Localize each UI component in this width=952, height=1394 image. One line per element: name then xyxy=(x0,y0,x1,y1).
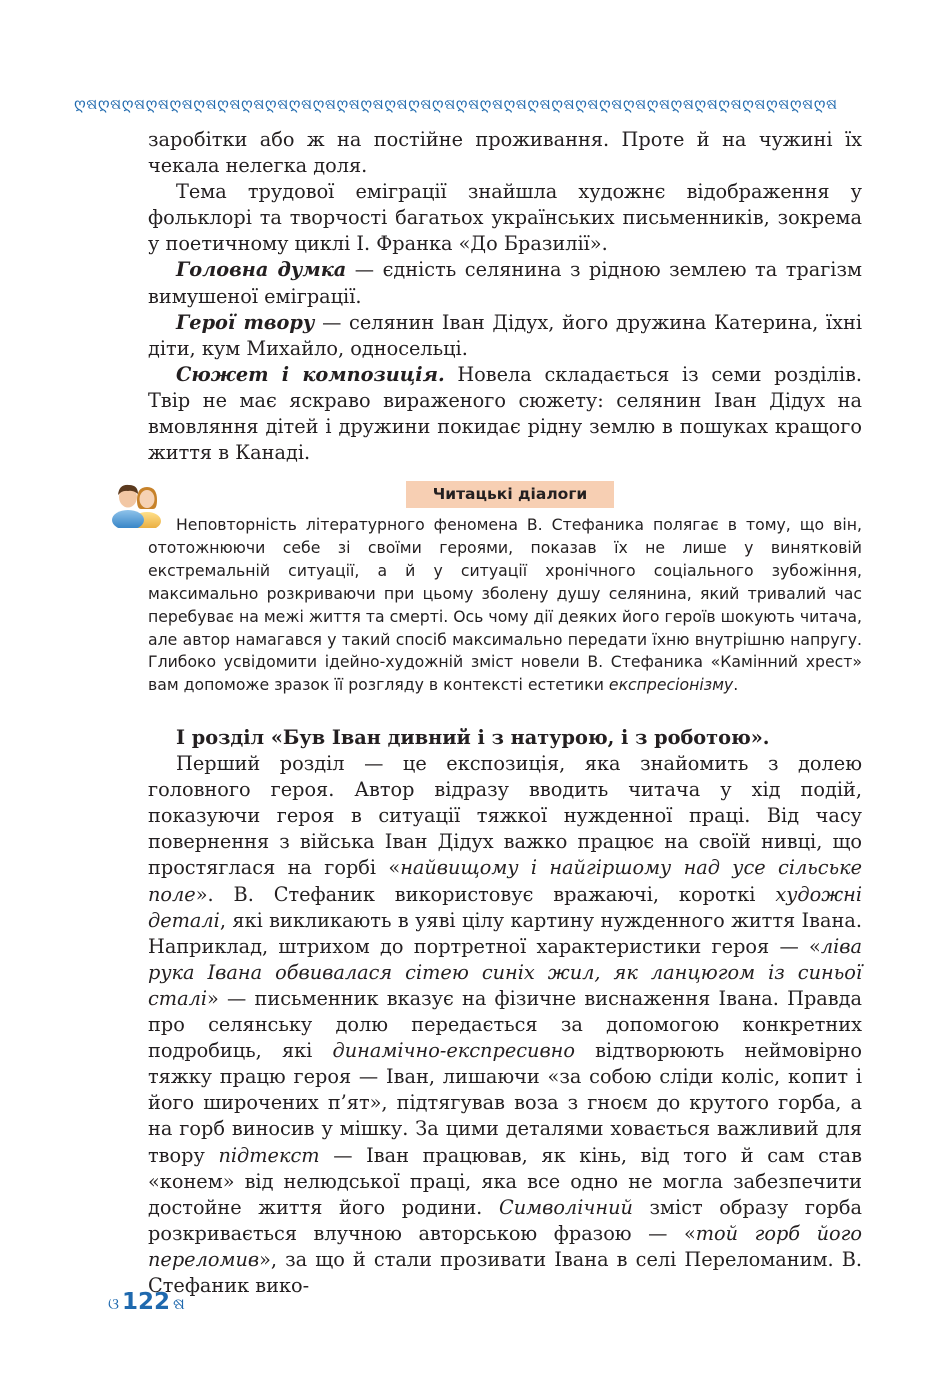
analysis-quote: ліва рука Івана обвивалася сітею синіх жил, як ланцюгом із синьої сталі xyxy=(148,934,862,1010)
paragraph-plot xyxy=(148,362,862,466)
decorative-ornament-border: ღଷღଷღଷღଷღଷღଷღଷღଷღଷღଷღଷღଷღଷღଷღଷღଷღଷღଷღଷღଷღଷღଷღଷღଷღଷღଷღଷღଷღଷღଷღଷღଷ xyxy=(74,95,838,113)
paragraph-emigration-theme: Тема трудової еміграції знайшла художнє відображення у фольклорі та творчості багатьох українських письменників, зокрема у поетичному циклі І. Франка «До Бразилії». xyxy=(148,180,862,256)
analysis-term: динамічно-експресивно xyxy=(332,1039,575,1063)
main-idea-text: — єдність селянина з рідною землею та трагізм вимушеної еміграції. xyxy=(148,258,862,308)
analysis-text: » — письменник вказує на фізичне виснаження Івана. Правда про селянську долю передається за допомогою конкретних подробиць, які xyxy=(148,986,862,1063)
heroes-text: — селянин Іван Дідух, його дружина Катерина, їхні діти, кум Михайло, односельці. xyxy=(148,310,862,360)
analysis-text: — Іван працював, як кінь, від того й сам став «конем» від нелюдської праці, яка все одно не могла забезпечити достойне життя його родини. xyxy=(148,1143,862,1219)
analysis-term: художні деталі xyxy=(148,882,862,932)
readers-dialog-text xyxy=(148,514,862,697)
chapter-heading: І розділ «Був Іван дивний і з натурою, і з роботою». xyxy=(176,726,770,749)
paragraph-continuation: заробітки або ж на постійне проживання. Проте й на чужині їх чекала нелегка доля. xyxy=(148,128,862,178)
plot-label: Сюжет і композиція. xyxy=(176,362,445,386)
analysis-term: підтекст xyxy=(218,1143,320,1167)
heroes-label: Герої твору xyxy=(176,310,315,334)
dialog-main-text: Неповторність літературного феномена В. Стефаника полягає в тому, що він, ототожнюючи себе зі своїми героями, показав їх не лише у винятковій екстремальній ситуації, а й у ситуації хронічного соціального зубожіння, максимально розкриваючи при цьому зболену душу селянина, який тривалий час перебуває на межі життя та смерті. Ось чому дії деяких його героїв шокують читача, але автор намагався у такий спосіб максимально передати їхню внутрішню напругу. Глибоко усвідомити ідейно-художній зміст новели В. Стефаника «Камінний хрест» вам допоможе зразок її розгляду в контексті естетики xyxy=(148,515,862,695)
analysis-quote: той горб його переломив xyxy=(148,1221,862,1271)
page-footer xyxy=(108,1287,185,1317)
dialog-paragraph xyxy=(148,514,862,697)
footer-right-ornament: ଷ xyxy=(173,1294,185,1313)
analysis-text: ». В. Стефаник використовує вражаючі, короткі xyxy=(195,882,776,906)
analysis-quote: найвищому і найгіршому над усе сільське поле xyxy=(148,856,862,906)
plot-text: Новела складається із семи розділів. Твір не має яскраво вираженого сюжету: селянин Іван Дідух на вмовляння дітей і дружини покидає рідну землю в пошуках кращого життя в Канаді. xyxy=(148,362,862,465)
analysis-text: зміст образу горба розкривається влучною авторською фразою — « xyxy=(148,1195,862,1245)
analysis-text: відтворюють неймовірно тяжку працю героя — Іван, лишаючи «за собою сліди коліс, копит і його широчених п’ят», підтягував воза з гноєм до крутого горба, а на горб виносив у мішку. За цими деталями ховається важливий для твору xyxy=(148,1039,863,1167)
main-idea-label: Головна думка xyxy=(176,258,347,282)
page-number: 122 xyxy=(122,1289,171,1315)
chapter-analysis-block xyxy=(148,725,862,1299)
paragraph-main-idea xyxy=(148,257,862,309)
analysis-term: Символічний xyxy=(498,1195,633,1219)
paragraph-heroes xyxy=(148,310,862,362)
analysis-text: », за що й стали прозивати Івана в селі Переломаним. В. Стефаник вико- xyxy=(148,1247,862,1297)
analysis-text: Перший розділ — це експозиція, яка знайомить з долею головного героя. Автор відразу вводить читача у хід подій, показуючи героя в ситуації тяжкої нужденної праці. Від часу повернення з війська Іван Дідух важко працює на своїй нивці, що простяглася на горбі « xyxy=(148,752,862,880)
analysis-text: , які викликають в уяві цілу картину нужденного життя Івана. Наприклад, штрихом до портретної характеристики героя — « xyxy=(148,908,862,958)
chapter-analysis-paragraph xyxy=(148,751,862,1299)
footer-left-ornament: ଓ xyxy=(108,1294,120,1313)
readers-dialog-heading: Читацькі діалоги xyxy=(406,481,614,508)
intro-text-block xyxy=(148,127,862,466)
dialog-end-punct: . xyxy=(733,675,739,695)
dialog-italic-term: експресіонізму xyxy=(608,675,734,695)
